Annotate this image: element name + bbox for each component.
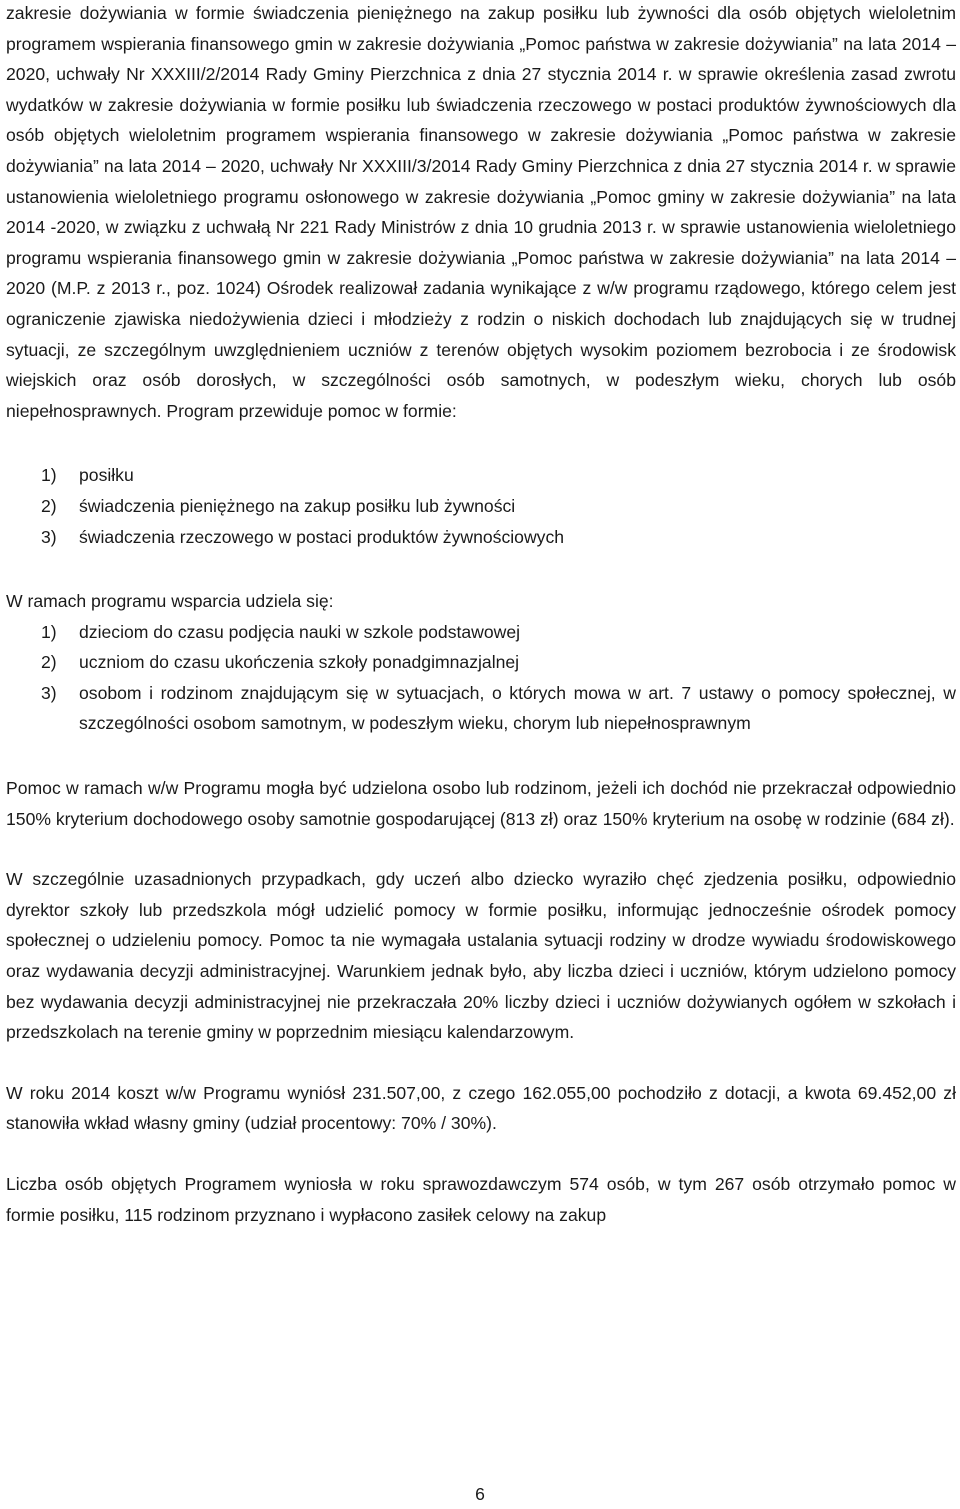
- list-item: [6, 491, 956, 522]
- support-list: [6, 617, 956, 739]
- list-item-number: 2): [41, 495, 57, 516]
- cost-paragraph: W roku 2014 koszt w/w Programu wyniósł 231.507,00, z czego 162.055,00 pochodziło z dotacji, a kwota 69.452,00 zł stanowiła wkład własny gminy (udział procentowy: 70% / 30%).: [6, 1082, 956, 1134]
- forms-list: [6, 460, 956, 552]
- list-item-number: 2): [41, 652, 57, 673]
- list-item-text: uczniom do czasu ukończenia szkoły ponadgimnazjalnej: [79, 652, 520, 673]
- persons-count-paragraph: Liczba osób objętych Programem wyniosła w roku sprawozdawczym 574 osób, w tym 267 osób otrzymało pomoc w formie posiłku, 115 rodzinom przyznano i wypłacono zasiłek celowy na zakup: [6, 1174, 956, 1225]
- list-item-text: świadczenia rzeczowego w postaci produktów żywnościowych: [79, 526, 565, 547]
- intro-paragraph: zakresie dożywiania w formie świadczenia pieniężnego na zakup posiłku lub żywności dla osób objętych wieloletnim programem wspierania finansowego gmin w zakresie dożywiania „Pomoc państwa w zakresie dożywiania” na lata 2014 – 2020, uchwały Nr XXXIII/2/2014 Rady Gminy Pierzchnica z dnia 27 stycznia 2014 r. w sprawie określenia zasad zwrotu wydatków w zakresie dożywiania w formie posiłku lub świadczenia rzeczowego w postaci produktów żywnościowych dla osób objętych wieloletnim programem wspierania finansowego w zakresie dożywiania „Pomoc państwa w zakresie dożywiania” na lata 2014 – 2020, uchwały Nr XXXIII/3/2014 Rady Gminy Pierzchnica z dnia 27 stycznia 2014 r. w sprawie ustanowienia wieloletniego programu osłonowego w zakresie dożywiania „Pomoc gminy w zakresie dożywiania” na lata 2014 -2020, w związku z uchwałą Nr 221 Rady Ministrów z dnia 10 grudnia 2013 r. w sprawie ustanowienia wieloletniego programu wspierania finansowego gmin w zakresie dożywiania „Pomoc państwa w zakresie dożywiania” na lata 2014 – 2020 (M.P. z 2013 r., poz. 1024) Ośrodek realizował zadania wynikające z w/w programu rządowego, którego celem jest ograniczenie zjawiska niedożywienia dzieci i młodzieży z rodzin o niskich dochodach lub znajdujących się w trudnej sytuacji, ze szczególnym uwzględnieniem uczniów z terenów objętych wysokim poziomem bezrobocia i ze środowisk wiejskich oraz osób dorosłych, w szczególności osób samotnych, w podeszłym wieku, chorych lub osób niepełnosprawnych. Program przewiduje pomoc w formie:: [6, 3, 956, 421]
- list-item-text: dzieciom do czasu podjęcia nauki w szkole podstawowej: [79, 621, 521, 642]
- list-item-text: świadczenia pieniężnego na zakup posiłku lub żywności: [79, 495, 516, 516]
- list-item-number: 1): [41, 465, 57, 486]
- page-number: 6: [475, 1484, 485, 1504]
- list-item-number: 1): [41, 621, 57, 642]
- justified-cases-paragraph: W szczególnie uzasadnionych przypadkach, gdy uczeń albo dziecko wyraziło chęć zjedzenia posiłku, odpowiednio dyrektor szkoły lub przedszkola mógł udzielić pomocy w formie posiłku, informując jednocześnie ośrodek pomocy społecznej o udzieleniu pomocy. Pomoc ta nie wymagała ustalania sytuacji rodziny w drodze wywiadu środowiskowego oraz wydawania decyzji administracyjnej. Warunkiem jednak było, aby liczba dzieci i uczniów, którym udzielono pomocy bez wydawania decyzji administracyjnej nie przekraczała 20% liczby dzieci i uczniów dożywianych ogółem w szkołach i przedszkolach na terenie gminy w poprzednim miesiącu kalendarzowym.: [6, 869, 956, 1043]
- list-item: [6, 460, 956, 491]
- list-item-number: 3): [41, 526, 57, 547]
- criteria-paragraph: Pomoc w ramach w/w Programu mogła być udzielona osobo lub rodzinom, jeżeli ich dochód nie przekraczał odpowiednio 150% kryterium dochodowego osoby samotnie gospodarującej (813 zł) oraz 150% kryterium na osobę w rodzinie (684 zł).: [6, 778, 956, 829]
- list-item: [6, 647, 956, 678]
- list-item-number: 3): [41, 682, 57, 703]
- document-page: [6, 0, 956, 1230]
- list-item: [6, 522, 956, 553]
- list-item-text: posiłku: [79, 465, 134, 486]
- list-item: [6, 678, 956, 739]
- list-item-text: osobom i rodzinom znajdującym się w sytuacjach, o których mowa w art. 7 ustawy o pomocy społecznej, w szczególności osobom samotnym, w podeszłym wieku, chorym lub niepełnosprawnym: [79, 682, 956, 734]
- list-item: [6, 617, 956, 648]
- support-heading: W ramach programu wsparcia udziela się:: [6, 591, 334, 612]
